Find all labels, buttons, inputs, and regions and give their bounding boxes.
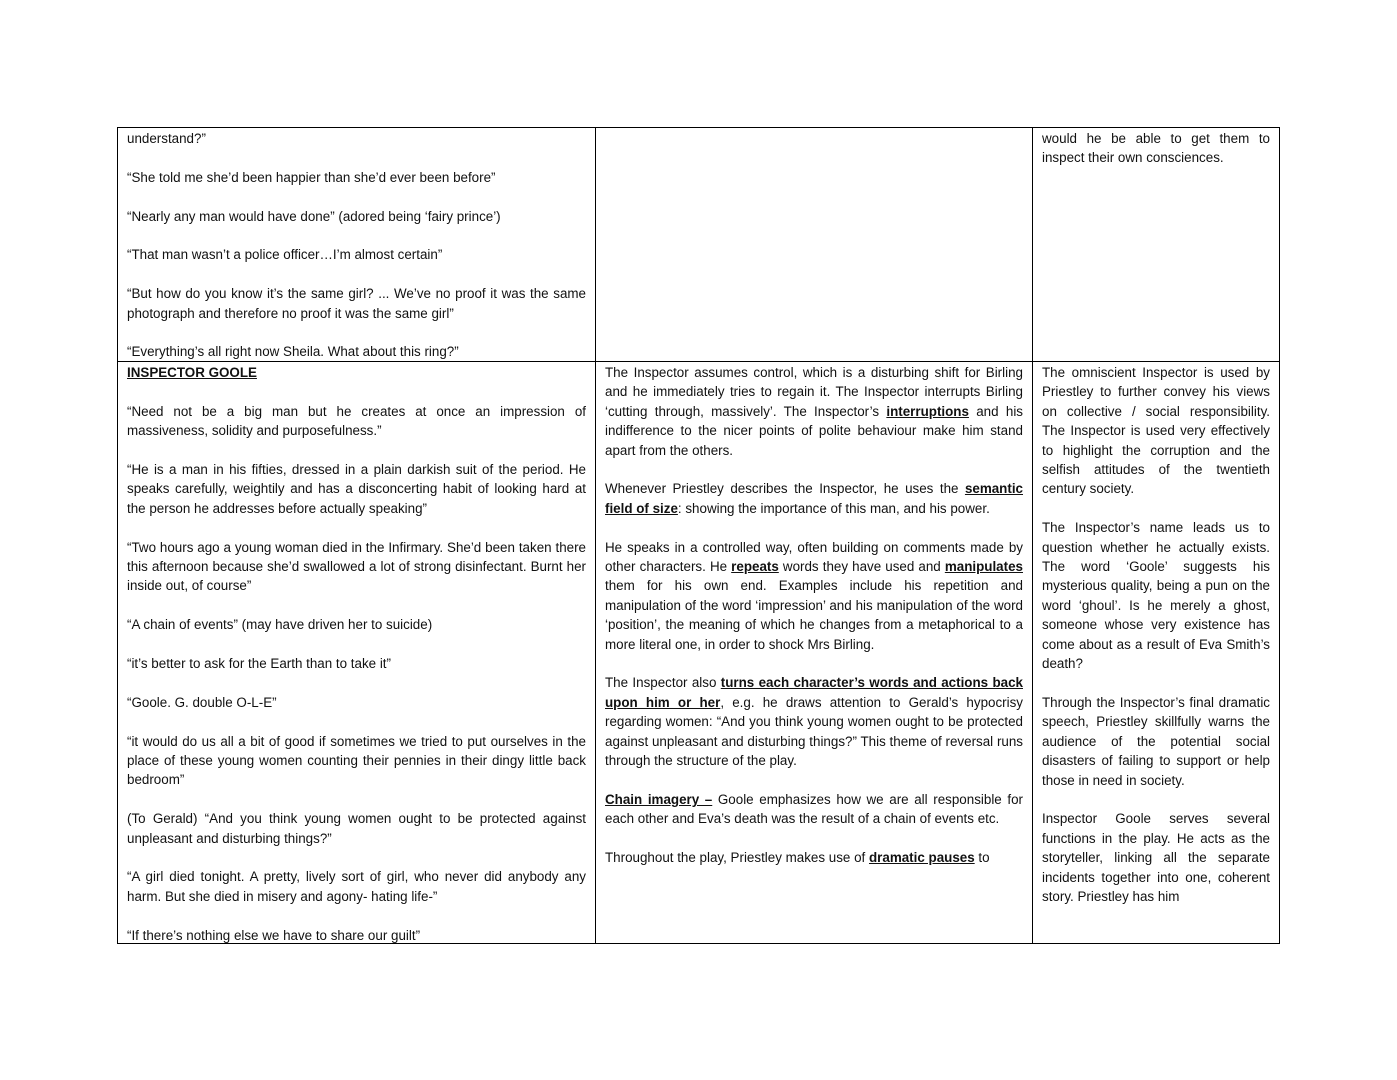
paragraph — [605, 479, 1023, 518]
text-run: The Inspector’s name leads us to question whether he actually exists. The word ‘Goole’ suggests his mysterious quality, being a pun on the word ‘ghoul’. Is he merely a ghost, someone whose very existence has come about as a result of Eva Smith’s death? — [1042, 520, 1270, 672]
paragraph — [127, 245, 586, 264]
text-run: Throughout the play, Priestley makes use of — [605, 850, 869, 866]
text-run: Whenever Priestley describes the Inspector, he uses the — [605, 481, 965, 497]
text-run: “But how do you know it’s the same girl? ... We’ve no proof it was the same photograph and therefore no proof it was the same girl” — [127, 286, 586, 321]
emphasis-text: repeats — [731, 559, 779, 575]
text-run: them for his own end. Examples include his repetition and manipulation of the word ‘impression’ and his manipulation of the word ‘position’, the meaning of which he changes from a metaphorical to a more literal one, in order to shock Mrs Birling. — [605, 578, 1023, 652]
text-run: The Inspector assumes control, which is a disturbing shift for Birling and he immediately tries to regain it. The Inspector interrupts Birling ‘cutting through, massively’. The Inspector’s — [605, 365, 1023, 419]
analysis-cell — [596, 128, 1033, 361]
paragraph — [127, 538, 586, 596]
paragraph — [127, 284, 586, 323]
paragraph — [127, 168, 586, 187]
emphasis-text: INSPECTOR GOOLE — [127, 365, 257, 380]
paragraph — [127, 363, 586, 382]
emphasis-text: dramatic pauses — [868, 850, 975, 866]
paragraph — [605, 538, 1023, 654]
table-row — [118, 128, 1279, 362]
paragraph — [127, 207, 586, 226]
paragraph — [127, 926, 586, 943]
emphasis-text: interruptions — [886, 403, 969, 419]
text-run: The Inspector also — [605, 675, 721, 691]
table-row — [118, 362, 1279, 943]
text-run: The omniscient Inspector is used by Priestley to further convey his views on collective / social responsibility. The Inspector is used very effectively to highlight the corruption and the selfish attitudes of the twentieth century society. — [1042, 365, 1270, 497]
text-run: “Two hours ago a young woman died in the Infirmary. She’d been taken there this afternoon because she’d swallowed a lot of strong disinfectant. Burnt her inside out, of course” — [127, 539, 586, 594]
text-run: “If there’s nothing else we have to share our guilt” — [127, 927, 421, 943]
text-run: : showing the importance of this man, and his power. — [677, 500, 990, 516]
text-run: “A chain of events” (may have driven her to suicide) — [127, 617, 433, 633]
paragraph — [127, 129, 586, 148]
paragraph — [1042, 129, 1270, 168]
emphasis-text: turns each character’s words and actions back upon him or her — [605, 675, 1023, 710]
text-run: (To Gerald) “And you think young women ought to be protected against unpleasant and disturbing things?” — [127, 811, 586, 846]
paragraph — [1042, 363, 1270, 499]
emphasis-text: manipulates — [944, 559, 1023, 575]
text-run: , e.g. he draws attention to Gerald’s hypocrisy regarding women: “And you think young women ought to be protected against unpleasant and disturbing things?” This theme of reversal runs through the structure of the play. — [605, 694, 1023, 769]
paragraph — [127, 809, 586, 848]
text-run: “Need not be a big man but he creates at once an impression of massiveness, solidity and purposefulness.” — [127, 403, 586, 439]
paragraph — [127, 460, 586, 518]
paragraph — [1042, 809, 1270, 906]
text-run: Through the Inspector’s final dramatic speech, Priestley skillfully warns the audience of the potential social disasters of failing to support or help those in need in society. — [1042, 694, 1270, 788]
analysis-cell — [596, 362, 1033, 943]
text-run: would he be able to get them to inspect their own consciences. — [1042, 131, 1270, 166]
text-run: “Goole. G. double O-L-E” — [127, 694, 277, 710]
context-cell — [1033, 128, 1279, 361]
text-run: “it would do us all a bit of good if sometimes we tried to put ourselves in the place of these young women counting their pennies in their dingy little back bedroom” — [127, 733, 586, 788]
text-run: “That man wasn’t a police officer…I’m almost certain” — [127, 247, 443, 263]
text-run: Inspector Goole serves several functions in the play. He acts as the storyteller, linking all the separate incidents together into one, coherent story. Priestley has him — [1042, 811, 1270, 904]
text-run: to — [974, 850, 990, 866]
quotes-cell — [118, 128, 596, 361]
emphasis-text: semantic field of size — [605, 481, 1023, 516]
paragraph — [605, 363, 1023, 460]
quotes-cell — [118, 362, 596, 943]
text-run: “A girl died tonight. A pretty, lively sort of girl, who never did anybody any harm. But she died in misery and agony- hating life-” — [127, 869, 586, 904]
paragraph — [127, 693, 586, 712]
paragraph — [127, 732, 586, 790]
text-run: “She told me she’d been happier than she’d ever been before” — [127, 169, 496, 185]
paragraph — [1042, 693, 1270, 790]
paragraph — [127, 867, 586, 906]
emphasis-text: Chain imagery – — [605, 791, 713, 807]
paragraph — [127, 615, 586, 634]
context-cell — [1033, 362, 1279, 943]
paragraph — [605, 673, 1023, 770]
text-run: He speaks in a controlled way, often building on comments made by other characters. He — [605, 539, 1023, 575]
paragraph — [1042, 518, 1270, 673]
paragraph — [127, 654, 586, 673]
paragraph — [127, 402, 586, 441]
text-run: “He is a man in his fifties, dressed in a plain darkish suit of the period. He speaks carefully, weightily and has a disconcerting habit of looking hard at the person he addresses before actually speaking” — [127, 462, 586, 516]
paragraph — [127, 342, 586, 361]
paragraph — [605, 790, 1023, 829]
text-run: understand?” — [127, 131, 206, 146]
text-run: and his indifference to the nicer points of polite behaviour make him stand apart from the others. — [605, 403, 1023, 458]
text-run: Goole emphasizes how we are all responsible for each other and Eva’s death was the result of a chain of events etc. — [605, 791, 1023, 827]
text-run: “Everything’s all right now Sheila. What about this ring?” — [127, 344, 459, 360]
paragraph — [605, 848, 1023, 867]
notes-table — [117, 127, 1280, 944]
text-run: “it’s better to ask for the Earth than to take it” — [127, 656, 391, 672]
text-run: words they have used and — [778, 559, 945, 575]
text-run: “Nearly any man would have done” (adored being ‘fairy prince’) — [127, 208, 501, 224]
